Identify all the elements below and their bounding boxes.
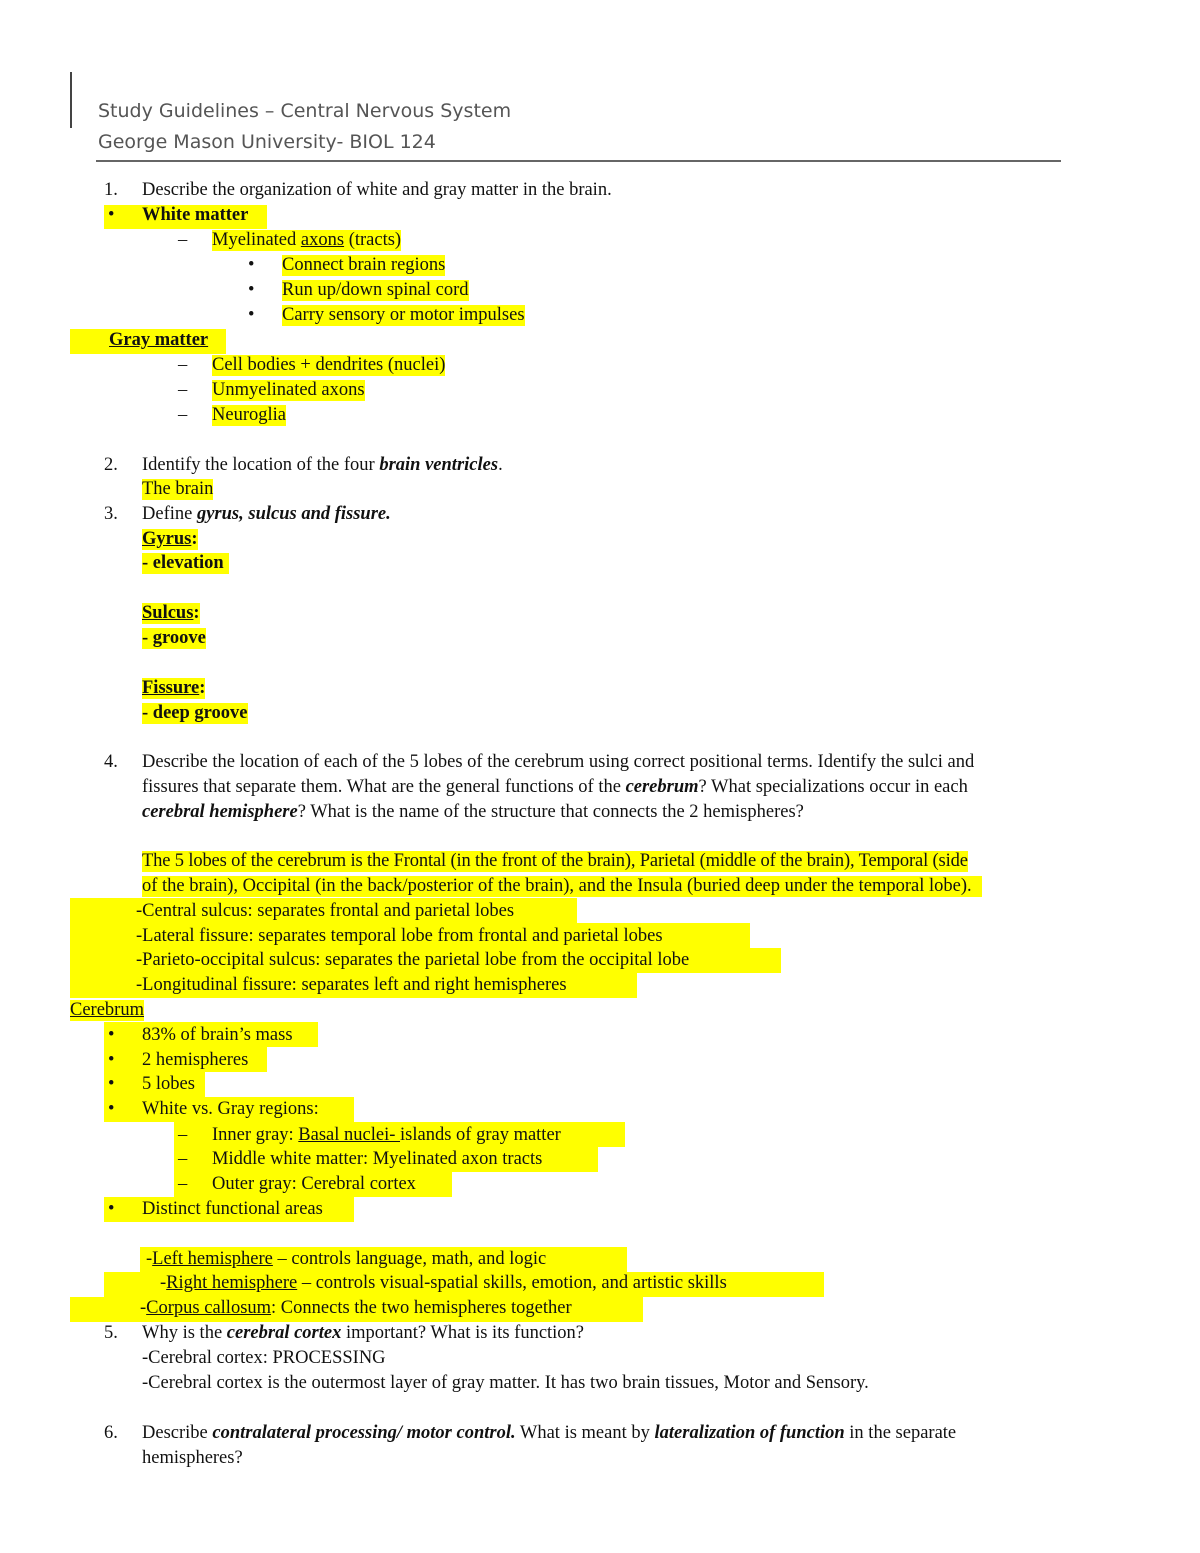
bullet-marker: •: [108, 1025, 115, 1045]
dash-marker: –: [178, 380, 188, 400]
q2-number: 2.: [104, 455, 118, 475]
q1-number: 1.: [104, 180, 118, 200]
gray-matter-item: Cell bodies + dendrites (nuclei): [212, 355, 446, 375]
q6-number: 6.: [104, 1423, 118, 1443]
region-inner: Inner gray: Basal nuclei- islands of gray matter: [212, 1125, 561, 1145]
gyrus-definition: - elevation: [142, 553, 229, 574]
q6-text-line2: hemispheres?: [142, 1448, 243, 1468]
cerebrum-label: Cerebrum: [70, 1000, 144, 1020]
bullet-marker: •: [248, 280, 255, 300]
gray-matter-item: Unmyelinated axons: [212, 380, 365, 400]
region-middle: Middle white matter: Myelinated axon tracts: [212, 1149, 543, 1169]
white-matter-item: Myelinated axons (tracts): [212, 230, 402, 250]
dash-marker: –: [178, 230, 188, 250]
dash-marker: –: [178, 1125, 188, 1145]
white-matter-subitem: Run up/down spinal cord: [282, 280, 469, 300]
gyrus-term: Gyrus:: [142, 529, 198, 549]
q4-line2: fissures that separate them. What are the general functions of the cerebrum? What specializations occur in each: [142, 777, 968, 797]
right-hemisphere-line: -Right hemisphere – controls visual-spatial skills, emotion, and artistic skills: [160, 1273, 727, 1293]
q3-text: Define gyrus, sulcus and fissure.: [142, 504, 391, 524]
bullet-marker: •: [248, 255, 255, 275]
region-outer: Outer gray: Cerebral cortex: [212, 1174, 416, 1194]
sulci-line: -Lateral fissure: separates temporal lobe from frontal and parietal lobes: [136, 926, 663, 946]
q4-number: 4.: [104, 752, 118, 772]
sulci-line: -Parieto-occipital sulcus: separates the parietal lobe from the occipital lobe: [136, 950, 690, 970]
dash-marker: –: [178, 405, 188, 425]
dash-marker: –: [178, 1174, 188, 1194]
q4-line3: cerebral hemisphere? What is the name of the structure that connects the 2 hemispheres?: [142, 802, 804, 822]
cerebrum-bullet: 83% of brain’s mass: [142, 1025, 293, 1045]
q2-text: Identify the location of the four brain ventricles.: [142, 455, 503, 475]
white-matter-subitem: Connect brain regions: [282, 255, 446, 275]
sulci-line: -Central sulcus: separates frontal and parietal lobes: [136, 901, 515, 921]
left-hemisphere-line: -Left hemisphere – controls language, math, and logic: [146, 1249, 547, 1269]
q4-line1: Describe the location of each of the 5 lobes of the cerebrum using correct positional terms. Identify the sulci and: [142, 752, 975, 772]
sulcus-term: Sulcus:: [142, 603, 200, 623]
q1-text: Describe the organization of white and gray matter in the brain.: [142, 180, 612, 200]
distinct-areas: Distinct functional areas: [142, 1199, 323, 1219]
bullet-marker: •: [248, 305, 255, 325]
sulcus-definition: - groove: [142, 628, 206, 648]
cerebrum-bullet: 5 lobes: [142, 1074, 195, 1094]
q6-text: Describe contralateral processing/ motor control. What is meant by lateralization of function in the separate: [142, 1423, 957, 1443]
q4-answer-line1: The 5 lobes of the cerebrum is the Frontal (in the front of the brain), Parietal (middle of the brain), Temporal (side: [142, 851, 968, 871]
white-matter-label: White matter: [142, 205, 249, 225]
cerebrum-bullet: 2 hemispheres: [142, 1050, 249, 1070]
q2-answer: The brain: [142, 479, 214, 499]
gray-matter-label: Gray matter: [109, 330, 209, 350]
q3-number: 3.: [104, 504, 118, 524]
q5-text: Why is the cerebral cortex important? What is its function?: [142, 1323, 585, 1343]
sulci-line: -Longitudinal fissure: separates left and right hemispheres: [136, 975, 567, 995]
q4-answer-line2: of the brain), Occipital (in the back/posterior of the brain), and the Insula (buried deep under the temporal lobe).: [142, 876, 982, 897]
gray-matter-item: Neuroglia: [212, 405, 286, 425]
document-title: Study Guidelines – Central Nervous System: [98, 100, 512, 122]
fissure-definition: - deep groove: [142, 703, 248, 723]
corpus-callosum-line: -Corpus callosum: Connects the two hemispheres together: [140, 1298, 572, 1318]
fissure-term: Fissure:: [142, 678, 206, 698]
white-matter-bullet: •: [108, 205, 115, 225]
bullet-marker: •: [108, 1050, 115, 1070]
q5-answer1: -Cerebral cortex: PROCESSING: [142, 1348, 386, 1368]
dash-marker: –: [178, 1149, 188, 1169]
bullet-marker: •: [108, 1074, 115, 1094]
dash-marker: –: [178, 355, 188, 375]
bullet-marker: •: [108, 1199, 115, 1219]
white-matter-subitem: Carry sensory or motor impulses: [282, 305, 525, 325]
cerebrum-bullet: White vs. Gray regions:: [142, 1099, 319, 1119]
q5-number: 5.: [104, 1323, 118, 1343]
header-divider: [96, 160, 1061, 162]
bullet-marker: •: [108, 1099, 115, 1119]
margin-bar: [70, 72, 72, 128]
document-subtitle: George Mason University- BIOL 124: [98, 131, 436, 153]
q5-answer2: -Cerebral cortex is the outermost layer of gray matter. It has two brain tissues, Motor and Sensory.: [142, 1373, 869, 1393]
